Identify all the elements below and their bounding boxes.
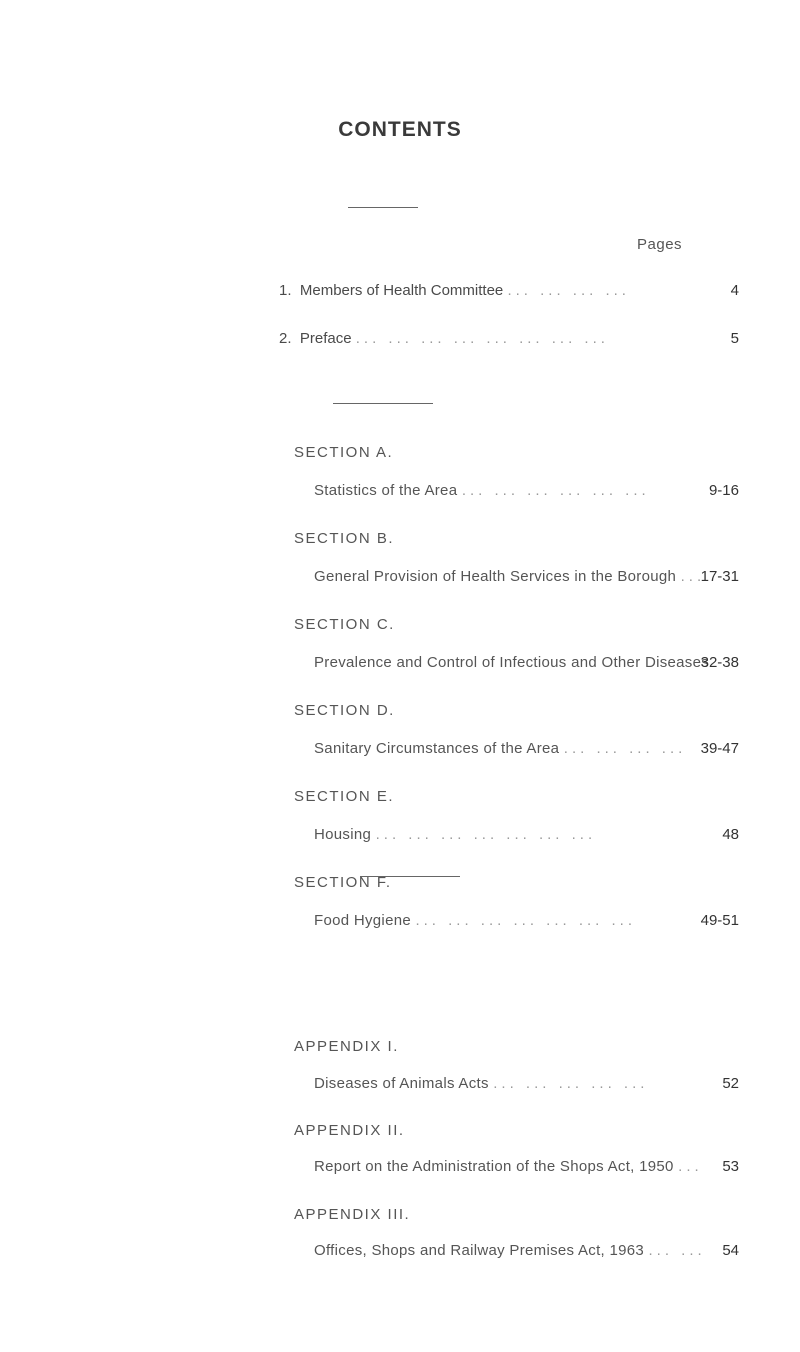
divider	[348, 207, 418, 208]
section-heading: SECTION E.	[294, 788, 395, 805]
page-number: 32-38	[700, 654, 739, 671]
page-number: 48	[722, 826, 739, 843]
section-entry	[314, 912, 636, 929]
contents-item	[279, 330, 609, 347]
entry-title: Sanitary Circumstances of the Area	[314, 740, 560, 757]
appendix-heading: APPENDIX III.	[294, 1206, 411, 1223]
section-entry	[314, 482, 650, 499]
page-number: 49-51	[700, 912, 739, 929]
appendix-heading: APPENDIX I.	[294, 1038, 399, 1055]
section-entry	[314, 740, 686, 757]
section-heading: SECTION D.	[294, 702, 395, 719]
page-number: 53	[722, 1158, 739, 1175]
page-number: 39-47	[700, 740, 739, 757]
entry-title: Food Hygiene	[314, 912, 411, 929]
item-number: 2.	[279, 330, 292, 347]
section-heading: SECTION A.	[294, 444, 394, 461]
leader-dots: ...	[680, 568, 706, 585]
entry-title: General Provision of Health Services in the Borough	[314, 568, 677, 585]
entry-title: Offices, Shops and Railway Premises Act, 1963	[314, 1242, 645, 1259]
page-number: 52	[722, 1075, 739, 1092]
entry-title: Statistics of the Area	[314, 482, 458, 499]
page-number: 5	[730, 330, 739, 347]
page-number: 9-16	[708, 482, 739, 499]
section-heading: SECTION B.	[294, 530, 395, 547]
entry-title: Diseases of Animals Acts	[314, 1075, 489, 1092]
leader-dots: ... ... ... ...	[507, 282, 630, 299]
appendix-entry	[314, 1075, 648, 1092]
divider	[333, 403, 433, 404]
leader-dots: ... ... ... ... ... ...	[461, 482, 650, 499]
leader-dots: ... ... ... ... ... ... ...	[415, 912, 636, 929]
entry-title: Prevalence and Control of Infectious and Other Diseases	[314, 654, 710, 671]
page-number: 54	[722, 1242, 739, 1259]
leader-dots: ... ... ... ... ... ... ... ...	[355, 330, 609, 347]
section-heading: SECTION F.	[294, 874, 392, 891]
appendix-heading: APPENDIX II.	[294, 1122, 405, 1139]
leader-dots: ... ... ... ...	[563, 740, 687, 757]
leader-dots: ... ...	[648, 1242, 706, 1259]
leader-dots: ... ... ... ... ... ... ...	[375, 826, 597, 843]
page-number: 17-31	[700, 568, 739, 585]
page-title: CONTENTS	[338, 118, 462, 141]
pages-column-header: Pages	[637, 236, 683, 253]
section-entry	[314, 826, 596, 843]
entry-title: Report on the Administration of the Shops Act, 1950	[314, 1158, 674, 1175]
item-title: Members of Health Committee	[299, 282, 504, 299]
section-heading: SECTION C.	[294, 616, 395, 633]
item-title: Preface	[299, 330, 352, 347]
entry-title: Housing	[314, 826, 372, 843]
leader-dots: ...	[678, 1158, 703, 1175]
contents-item	[279, 282, 630, 299]
item-number: 1.	[279, 282, 292, 299]
page-number: 4	[730, 282, 739, 299]
leader-dots: ... ... ... ... ...	[493, 1075, 649, 1092]
